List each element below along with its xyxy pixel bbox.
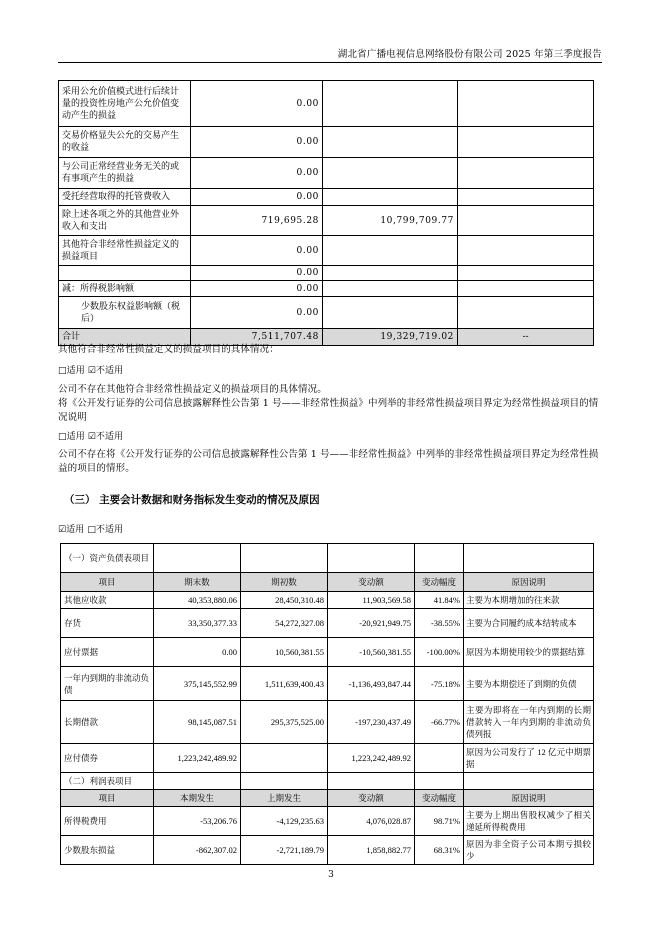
section-label: （一）资产负债表项目 (61, 544, 154, 573)
begin-value: 295,375,525.00 (241, 701, 328, 744)
section-header-row (61, 544, 594, 573)
column-header: 项目 (61, 573, 154, 592)
current-value: 0.00 (191, 281, 323, 297)
end-value: 0.00 (154, 638, 241, 667)
ytd-value (323, 266, 458, 281)
begin-value: 54,272,327.08 (241, 609, 328, 638)
change-amount: -197,230,437.49 (328, 701, 415, 744)
reason: 主要为合同履约成本结转成本 (464, 609, 594, 638)
table-row (59, 158, 594, 189)
reason: 主要为本期偿还了到期的负债 (464, 667, 594, 701)
change-amount: 11,903,569.58 (328, 592, 415, 609)
row-label: 交易价格显失公允的交易产生的收益 (59, 127, 191, 158)
change-pct: -100.00% (415, 638, 464, 667)
section-label: （二）利润表项目 (61, 773, 154, 790)
reason: 主要为本期增加的往来款 (464, 592, 594, 609)
table-row (61, 638, 594, 667)
begin-value (241, 744, 328, 773)
row-label: 受托经营取得的托管费收入 (59, 189, 191, 206)
column-header: 期末数 (154, 573, 241, 592)
end-value: 1,223,242,489.92 (154, 744, 241, 773)
current-value: 719,695.28 (191, 206, 323, 236)
note (458, 281, 594, 297)
non-recurring-items-table (58, 80, 594, 346)
change-amount: 1,858,882.77 (328, 836, 415, 865)
change-amount: -1,136,493,847.44 (328, 667, 415, 701)
current-value: 0.00 (191, 158, 323, 189)
begin-value: 10,560,381.55 (241, 638, 328, 667)
column-header: 原因说明 (464, 790, 594, 807)
column-header-row (61, 790, 594, 807)
table-row (59, 297, 594, 329)
financial-changes-table (60, 543, 594, 865)
table-row (61, 807, 594, 836)
ytd-value (323, 81, 458, 127)
column-header: 项目 (61, 790, 154, 807)
paragraph: 公司不存在将《公开发行证券的公司信息披露解释性公告第 1 号——非经常性损益》中列举的非经常性损益项目界定为经常性损益的项目的情形。 (58, 449, 599, 474)
header-divider (58, 62, 602, 63)
table-row (59, 189, 594, 206)
paragraph: 将《公开发行证券的公司信息披露解释性公告第 1 号——非经常性损益》中列举的非经常性损益项目界定为经常性损益项目的情况说明 (58, 398, 599, 423)
section-title: （三） 主要会计数据和财务指标发生变动的情况及原因 (64, 494, 320, 506)
section-header-row (61, 773, 594, 790)
note (458, 81, 594, 127)
current-value: 0.00 (191, 266, 323, 281)
item: 存货 (61, 609, 154, 638)
ytd-value (323, 158, 458, 189)
item: 少数股东损益 (61, 836, 154, 865)
row-label (59, 266, 191, 281)
table-row (61, 836, 594, 865)
end-value: 375,145,552.99 (154, 667, 241, 701)
change-pct: 41.84% (415, 592, 464, 609)
total-note: -- (458, 329, 594, 346)
paragraph: 公司不存在其他符合非经常性损益定义的损益项目的具体情况。 (58, 384, 327, 395)
change-pct: -38.55% (415, 609, 464, 638)
table-row (61, 744, 594, 773)
note (458, 127, 594, 158)
change-amount: -20,921,949.75 (328, 609, 415, 638)
change-pct: -66.77% (415, 701, 464, 744)
applicability-checkbox: □适用 ☑不适用 (58, 366, 124, 376)
current-period: -53,206.76 (154, 807, 241, 836)
ytd-value (323, 281, 458, 297)
row-label: 少数股东权益影响额（税后） (59, 297, 191, 329)
end-value: 33,350,377.33 (154, 609, 241, 638)
note (458, 158, 594, 189)
table-row (59, 281, 594, 297)
total-label: 合计 (59, 329, 191, 346)
reason: 原因为非全资子公司本期亏损较少 (464, 836, 594, 865)
current-value: 0.00 (191, 81, 323, 127)
applicability-checkbox: ☑适用 □不适用 (58, 525, 124, 535)
item: 所得税费用 (61, 807, 154, 836)
column-header: 变动幅度 (415, 573, 464, 592)
table-row (59, 236, 594, 266)
column-header: 期初数 (241, 573, 328, 592)
reason: 主要为即将在一年内到期的长期借款转入一年内到期的非流动负债列报 (464, 701, 594, 744)
note (458, 189, 594, 206)
begin-value: 28,450,310.48 (241, 592, 328, 609)
table-row (61, 667, 594, 701)
end-value: 40,353,880.06 (154, 592, 241, 609)
note (458, 266, 594, 281)
reason: 原因为公司发行了 12 亿元中期票据 (464, 744, 594, 773)
table-row (59, 206, 594, 236)
row-label: 采用公允价值模式进行后续计量的投资性房地产公允价值变动产生的损益 (59, 81, 191, 127)
item: 应付债券 (61, 744, 154, 773)
ytd-value: 10,799,709.77 (323, 206, 458, 236)
ytd-value (323, 189, 458, 206)
page-number: 3 (328, 870, 334, 880)
current-value: 0.00 (191, 127, 323, 158)
row-label: 除上述各项之外的其他营业外收入和支出 (59, 206, 191, 236)
current-value: 0.00 (191, 297, 323, 329)
table-row (59, 266, 594, 281)
current-value: 0.00 (191, 189, 323, 206)
change-amount: 1,223,242,489.92 (328, 744, 415, 773)
change-pct (415, 744, 464, 773)
column-header: 上期发生 (241, 790, 328, 807)
item: 其他应收款 (61, 592, 154, 609)
row-label: 减：所得税影响额 (59, 281, 191, 297)
table-row (61, 701, 594, 744)
current-period: -862,307.02 (154, 836, 241, 865)
total-ytd: 19,329,719.02 (323, 329, 458, 346)
reason: 原因为本期使用较少的票据结算 (464, 638, 594, 667)
begin-value: 1,511,639,400.43 (241, 667, 328, 701)
table-row (61, 609, 594, 638)
item: 一年内到期的非流动负债 (61, 667, 154, 701)
column-header-row (61, 573, 594, 592)
table-row (59, 81, 594, 127)
change-pct: 68.31% (415, 836, 464, 865)
column-header: 变动额 (328, 790, 415, 807)
prior-period: -2,721,189.79 (241, 836, 328, 865)
item: 长期借款 (61, 701, 154, 744)
table-row (59, 127, 594, 158)
current-value: 0.00 (191, 236, 323, 266)
ytd-value (323, 236, 458, 266)
table-row (61, 592, 594, 609)
column-header: 变动额 (328, 573, 415, 592)
applicability-checkbox: □适用 ☑不适用 (58, 432, 124, 442)
ytd-value (323, 297, 458, 329)
change-pct: 98.71% (415, 807, 464, 836)
change-amount: -10,560,381.55 (328, 638, 415, 667)
item: 应付票据 (61, 638, 154, 667)
reason: 主要为上期出售股权减少了相关递延所得税费用 (464, 807, 594, 836)
row-label: 与公司正常经营业务无关的或有事项产生的损益 (59, 158, 191, 189)
column-header: 原因说明 (464, 573, 594, 592)
page-header: 湖北省广播电视信息网络股份有限公司 2025 年第三季度报告 (337, 49, 602, 60)
total-current: 7,511,707.48 (191, 329, 323, 346)
prior-period: -4,129,235.63 (241, 807, 328, 836)
paragraph: 其他符合非经常性损益定义的损益项目的具体情况： (58, 344, 279, 355)
note (458, 206, 594, 236)
change-amount: 4,076,028.87 (328, 807, 415, 836)
column-header: 本期发生 (154, 790, 241, 807)
end-value: 98,145,087.51 (154, 701, 241, 744)
note (458, 297, 594, 329)
row-label: 其他符合非经常性损益定义的损益项目 (59, 236, 191, 266)
ytd-value (323, 127, 458, 158)
change-pct: -75.18% (415, 667, 464, 701)
column-header: 变动幅度 (415, 790, 464, 807)
note (458, 236, 594, 266)
